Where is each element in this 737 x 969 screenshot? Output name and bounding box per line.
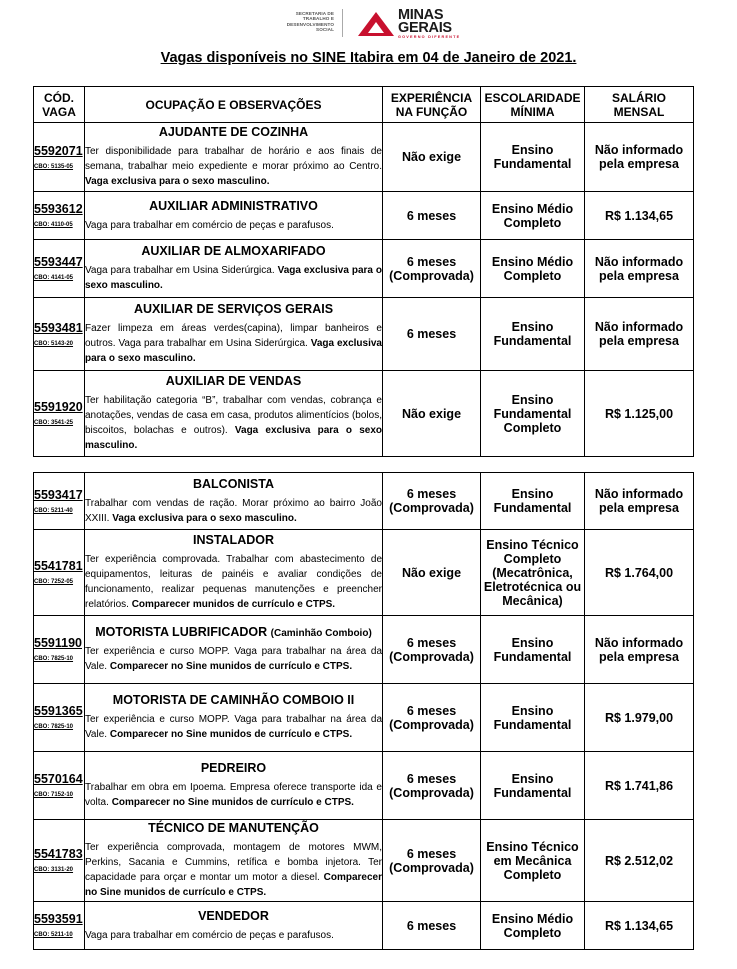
vaga-code: 5591190: [34, 636, 82, 650]
occupation-description: [85, 644, 382, 674]
description-text: Trabalhar com vendas de ração. Morar próximo ao bairro João XXIII.: [85, 497, 382, 524]
occupation-title: [85, 761, 382, 777]
occupation-description: [85, 393, 382, 453]
table-row: [34, 684, 694, 752]
occupation-description: [85, 928, 382, 943]
vagas-list-page-1: [34, 123, 694, 457]
salary-cell: Não informado pela empresa: [585, 473, 694, 530]
experience-cell: 6 meses (Comprovada): [383, 473, 481, 530]
cbo-code: CBO: 5211-10: [34, 932, 73, 938]
description-text: Ter habilitação categoria “B”, trabalhar com vendas, cobrança e anotações, vendas de casa em casa, produtos alimentícios (bolos, biscoitos, bolachas e outros).: [85, 395, 382, 436]
occupation-name: AJUDANTE DE COZINHA: [158, 125, 309, 139]
vaga-code: 5541783: [34, 847, 83, 861]
salary-cell: Não informado pela empresa: [585, 298, 694, 371]
experience-cell: Não exige: [383, 371, 481, 457]
occupation-description: [85, 144, 382, 189]
cbo-code: CBO: 4141-05: [34, 275, 74, 281]
cbo-code: CBO: 7825-10: [34, 724, 74, 730]
col-header-codigo: CÓD. VAGA: [34, 87, 85, 123]
vagas-table-page-2: [33, 472, 694, 950]
col-header-experiencia: EXPERIÊNCIA NA FUNÇÃO: [383, 87, 481, 123]
cbo-code: CBO: 5211-40: [34, 507, 73, 514]
vaga-code: 5593612: [34, 202, 83, 216]
occupation-description: [85, 263, 382, 293]
education-cell: Ensino Técnico Completo (Mecatrônica, Eletrotécnica ou Mecânica): [481, 530, 585, 616]
occupation-name: PEDREIRO: [200, 761, 267, 775]
table-row: [34, 820, 694, 902]
vaga-code: 5592071: [34, 143, 83, 158]
occupation-name: INSTALADOR: [192, 533, 274, 547]
logo-wordmark: MINAS GERAIS: [398, 7, 452, 36]
occupation-title: [85, 199, 382, 215]
salary-cell: Não informado pela empresa: [585, 616, 694, 684]
vaga-code: 5593447: [34, 255, 83, 269]
description-text: Vaga para trabalhar em comércio de peças e parafusos.: [85, 929, 334, 941]
description-highlight: Comparecer no Sine munidos de currículo e CTPS.: [109, 661, 353, 672]
occupation-title: [85, 244, 382, 260]
occupation-cell: [85, 240, 383, 298]
occupation-cell: [85, 473, 383, 530]
col-header-ocupacao: OCUPAÇÃO E OBSERVAÇÕES: [85, 87, 383, 123]
page-title: Vagas disponíveis no SINE Itabira em 04 de Janeiro de 2021.: [160, 50, 577, 66]
description-highlight: Comparecer no Sine munidos de currículo e CTPS.: [111, 797, 354, 808]
vaga-code: 5593417: [34, 487, 83, 502]
occupation-cell: [85, 123, 383, 192]
occupation-subtitle: (Caminhão Comboio): [270, 628, 372, 639]
vaga-code-cell: [34, 371, 85, 457]
occupation-cell: [85, 902, 383, 950]
salary-cell: R$ 1.134,65: [585, 902, 694, 950]
vagas-list-page-2: [34, 473, 694, 950]
vaga-code-cell: [34, 192, 85, 240]
description-text: Ter experiência comprovada, montagem de motores MWM, Perkins, Sacania e Cummins, retífica e bomba injetora. Ter capacidade para orçar e montar um motor a diesel.: [85, 842, 382, 883]
education-cell: Ensino Médio Completo: [481, 902, 585, 950]
experience-cell: 6 meses (Comprovada): [383, 820, 481, 902]
description-text: Ter experiência e curso MOPP. Vaga para trabalhar na área da Vale.: [85, 646, 382, 672]
occupation-description: [85, 496, 382, 526]
description-text: Fazer limpeza em áreas verdes(capina), limpar banheiros e outros. Vaga para trabalhar em Usina Siderúrgica.: [85, 323, 382, 349]
vaga-code: 5593591: [34, 912, 83, 926]
salary-cell: R$ 1.979,00: [585, 684, 694, 752]
salary-cell: R$ 1.764,00: [585, 530, 694, 616]
occupation-title: [85, 533, 382, 549]
occupation-cell: [85, 820, 383, 902]
education-cell: Ensino Fundamental: [481, 684, 585, 752]
vaga-code-cell: [34, 473, 85, 530]
education-cell: Ensino Fundamental: [481, 752, 585, 820]
cbo-code: CBO: 7152-10: [34, 792, 74, 798]
table-row: [34, 616, 694, 684]
description-text: Trabalhar em obra em Ipoema. Empresa oferece transporte ida e volta.: [85, 782, 382, 808]
description-highlight: Comparecer munidos de currículo e CTPS.: [131, 599, 336, 610]
description-text: Vaga para trabalhar em comércio de peças e parafusos.: [85, 219, 334, 231]
cbo-code: CBO: 4110-05: [34, 222, 73, 228]
cbo-code: CBO: 7825-10: [34, 656, 74, 662]
occupation-name: AUXILIAR DE SERVIÇOS GERAIS: [133, 302, 334, 316]
occupation-name: MOTORISTA LUBRIFICADOR: [95, 625, 268, 639]
occupation-title: [85, 909, 382, 925]
experience-cell: 6 meses: [383, 192, 481, 240]
education-cell: Ensino Fundamental Completo: [481, 371, 585, 457]
occupation-name: BALCONISTA: [192, 476, 274, 491]
logo-divider: [342, 9, 343, 37]
education-cell: Ensino Técnico em Mecânica Completo: [481, 820, 585, 902]
occupation-description: [85, 552, 382, 612]
occupation-cell: [85, 371, 383, 457]
experience-cell: 6 meses: [383, 902, 481, 950]
salary-cell: R$ 1.741,86: [585, 752, 694, 820]
vagas-table-page-1: [33, 86, 694, 457]
experience-cell: Não exige: [383, 530, 481, 616]
experience-cell: Não exige: [383, 123, 481, 192]
cbo-code: CBO: 3541-25: [34, 420, 74, 426]
occupation-title: [85, 821, 382, 837]
vaga-code-cell: [34, 902, 85, 950]
description-highlight: Vaga exclusiva para o sexo masculino.: [85, 176, 270, 187]
table-row: [34, 298, 694, 371]
occupation-title: [85, 374, 382, 390]
occupation-name: VENDEDOR: [198, 908, 269, 923]
occupation-description: [85, 321, 382, 366]
vaga-code-cell: [34, 616, 85, 684]
description-highlight: Vaga exclusiva para o sexo masculino.: [85, 425, 382, 451]
table-row: [34, 473, 694, 530]
description-highlight: Vaga exclusiva para o sexo masculino.: [85, 338, 382, 364]
description-highlight: Comparecer no Sine munidos de currículo e CTPS.: [85, 872, 382, 898]
cbo-code: CBO: 3131-20: [34, 867, 74, 873]
vaga-code-cell: [34, 684, 85, 752]
table-header-row: [34, 87, 694, 123]
col-header-salario: SALÁRIO MENSAL: [585, 87, 694, 123]
education-cell: Ensino Médio Completo: [481, 240, 585, 298]
vaga-code-cell: [34, 240, 85, 298]
occupation-description: [85, 780, 382, 810]
salary-cell: Não informado pela empresa: [585, 123, 694, 192]
salary-cell: R$ 1.134,65: [585, 192, 694, 240]
experience-cell: 6 meses (Comprovada): [383, 684, 481, 752]
table-row: [34, 240, 694, 298]
occupation-name: AUXILIAR DE VENDAS: [165, 374, 302, 388]
occupation-description: [85, 712, 382, 742]
education-cell: Ensino Fundamental: [481, 298, 585, 371]
table-row: [34, 752, 694, 820]
table-row: [34, 192, 694, 240]
occupation-cell: [85, 684, 383, 752]
salary-cell: R$ 1.125,00: [585, 371, 694, 457]
vaga-code: 5593481: [34, 320, 83, 335]
education-cell: Ensino Fundamental: [481, 473, 585, 530]
vaga-code-cell: [34, 298, 85, 371]
occupation-cell: [85, 616, 383, 684]
salary-cell: Não informado pela empresa: [585, 240, 694, 298]
occupation-cell: [85, 192, 383, 240]
occupation-name: AUXILIAR DE ALMOXARIFADO: [141, 244, 326, 258]
vaga-code-cell: [34, 820, 85, 902]
occupation-title: [85, 693, 382, 709]
vaga-code: 5591365: [34, 704, 83, 718]
description-text: Vaga para trabalhar em Usina Siderúrgica.: [85, 265, 275, 276]
vaga-code-cell: [34, 123, 85, 192]
occupation-description: [85, 218, 382, 233]
vaga-code: 5541781: [34, 559, 83, 573]
education-cell: Ensino Médio Completo: [481, 192, 585, 240]
description-text: Ter disponibilidade para trabalhar de horário e aos finais de semana, trabalhar meio expediente e morar próximo ao Centro.: [85, 146, 382, 172]
occupation-title: [85, 477, 382, 493]
experience-cell: 6 meses (Comprovada): [383, 616, 481, 684]
experience-cell: 6 meses: [383, 298, 481, 371]
cbo-code: CBO: 7252-05: [34, 579, 74, 585]
occupation-name: TÉCNICO DE MANUTENÇÃO: [148, 821, 319, 835]
vaga-code-cell: [34, 752, 85, 820]
occupation-name: AUXILIAR ADMINISTRATIVO: [149, 198, 318, 213]
col-header-escolaridade: ESCOLARIDADE MÍNIMA: [481, 87, 585, 123]
table-row: [34, 123, 694, 192]
occupation-cell: [85, 530, 383, 616]
description-text: Ter experiência comprovada. Trabalhar com abastecimento de equipamentos, leituras de painéis e avaliar condições de funcionamento, realizar pequenas manutenções e preencher relatórios.: [85, 554, 382, 610]
experience-cell: 6 meses (Comprovada): [383, 752, 481, 820]
occupation-title: [85, 625, 382, 641]
table-row: [34, 371, 694, 457]
education-cell: Ensino Fundamental: [481, 123, 585, 192]
description-highlight: Vaga exclusiva para o sexo masculino.: [112, 512, 297, 524]
table-row: [34, 902, 694, 950]
occupation-name: MOTORISTA DE CAMINHÃO COMBOIO II: [112, 693, 355, 707]
description-highlight: Comparecer no Sine munidos de currículo e CTPS.: [109, 729, 353, 740]
experience-cell: 6 meses (Comprovada): [383, 240, 481, 298]
vaga-code: 5570164: [34, 772, 83, 786]
occupation-title: [85, 302, 382, 318]
description-text: Ter experiência e curso MOPP. Vaga para trabalhar na área da Vale.: [85, 714, 382, 740]
description-highlight: Vaga exclusiva para o sexo masculino.: [85, 265, 383, 291]
cbo-code: CBO: 5143-20: [34, 340, 74, 347]
vaga-code-cell: [34, 530, 85, 616]
table-row: [34, 530, 694, 616]
occupation-cell: [85, 298, 383, 371]
logo-tagline: GOVERNO DIFERENTE: [398, 35, 461, 39]
occupation-description: [85, 840, 382, 900]
minas-gerais-logo: [272, 8, 482, 40]
secretaria-label: SECRETARIA DE TRABALHO E DESENVOLVIMENTO SOCIAL: [286, 11, 334, 33]
occupation-cell: [85, 752, 383, 820]
education-cell: Ensino Fundamental: [481, 616, 585, 684]
cbo-code: CBO: 5135-05: [34, 163, 74, 170]
minas-gerais-triangle-icon: [357, 11, 395, 37]
vaga-code: 5591920: [34, 400, 83, 414]
salary-cell: R$ 2.512,02: [585, 820, 694, 902]
occupation-title: [85, 125, 382, 141]
